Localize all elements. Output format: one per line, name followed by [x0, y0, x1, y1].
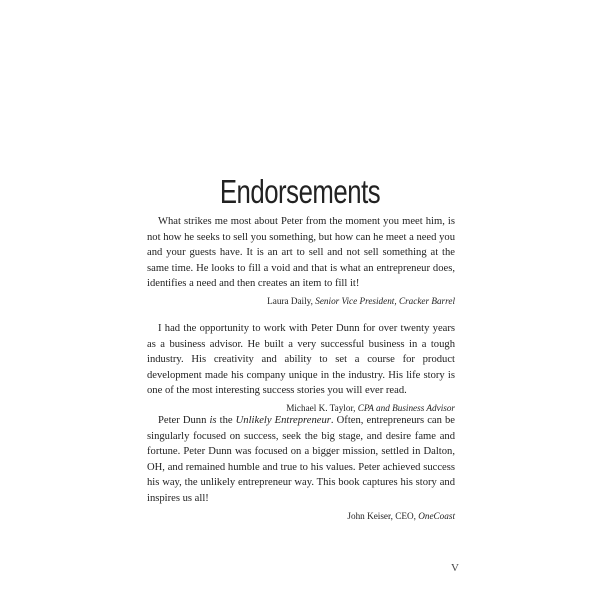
endorser-name: John Keiser,: [347, 510, 396, 521]
endorsement-3: [147, 413, 455, 523]
page-title: Endorsements: [219, 173, 381, 210]
endorsement-text: [147, 413, 455, 507]
text-emphasis: is: [209, 415, 217, 426]
endorsement-text: What strikes me most about Peter from the moment you meet him, is not how he seeks to sell you something, but how can he meet a need you and your guests have. It is an art to sell and not sell something at the same time. He looks to fill a void and that is what an entrepreneur does, identifies a need and then creates an item to fill it!: [147, 216, 455, 290]
endorsement-2: [147, 321, 455, 415]
text-segment: . Often, entrepreneurs can be singularly focused on success, seek the big stage, and desire fame and fortune. Peter Dunn was focused on a bigger mission, settled in Dalton, OH, and remained humble and true to his values. Peter achieved success his way, the unlikely entrepreneur way. This book captures his story and inspires us all!: [147, 415, 455, 504]
text-segment: the: [216, 415, 236, 426]
endorsement-attribution: [147, 509, 455, 523]
endorser-company: OneCoast: [418, 510, 455, 521]
endorser-title: CEO,: [395, 510, 419, 521]
endorser-name: Michael K. Taylor,: [286, 402, 358, 413]
book-title-emphasis: Unlikely Entrepreneur: [235, 415, 331, 426]
endorser-role: Senior Vice President, Cracker Barrel: [315, 295, 455, 306]
endorsement-attribution: [147, 294, 455, 308]
endorsement-text: I had the opportunity to work with Peter Dunn for over twenty years as a business advisor. He built a very successful business in a tough industry. His creativity and ability to set a course for product development made his company unique in the industry. His life story is one of the most interesting success stories you will ever read.: [147, 323, 455, 397]
endorser-name: Laura Daily,: [267, 295, 316, 306]
endorsement-1: [147, 214, 455, 308]
text-segment: Peter Dunn: [158, 415, 210, 426]
endorser-role: CPA and Business Advisor: [357, 402, 455, 413]
page-number: V: [451, 562, 459, 574]
